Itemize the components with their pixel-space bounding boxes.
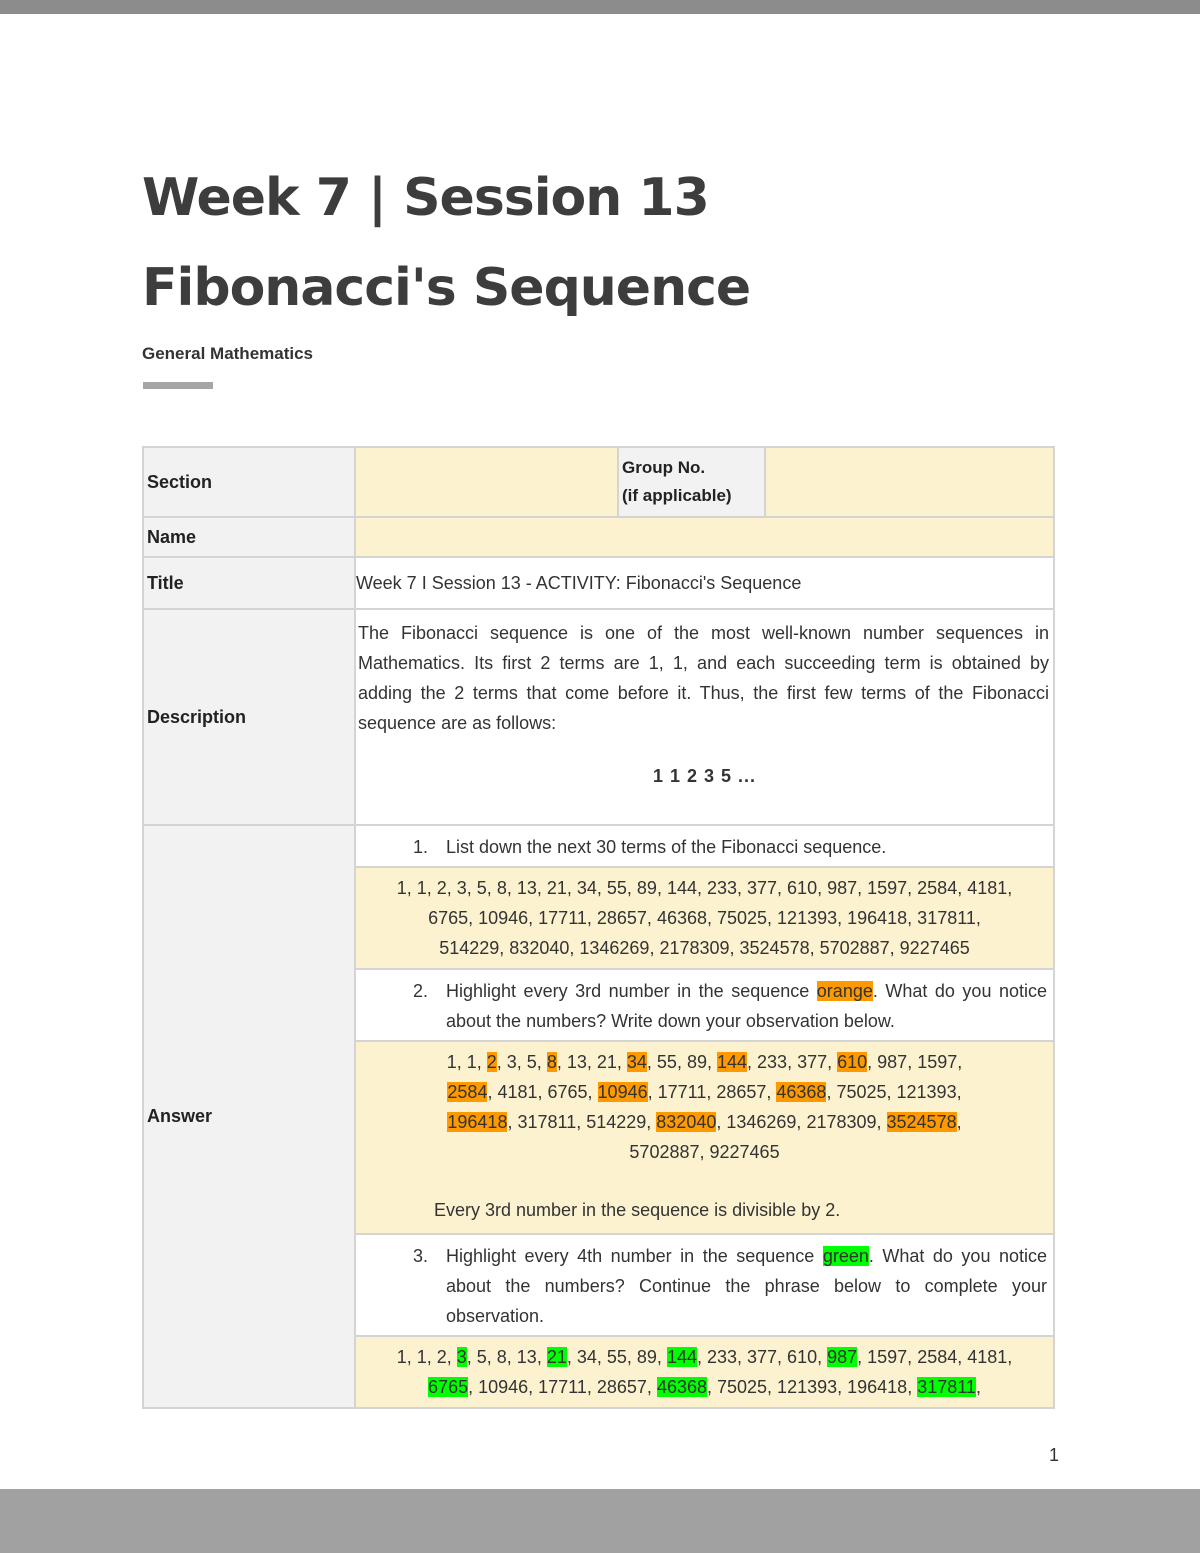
answer-1-line: 514229, 832040, 1346269, 2178309, 3524578, 5702887, 9227465 [439,938,970,958]
sequence-text: , 17711, 28657, [647,1082,777,1102]
sequence-text: , 75025, 121393, [826,1082,962,1102]
answer-label: Answer [143,825,355,1408]
sequence-text: , [956,1112,962,1132]
bottom-bar [0,1489,1200,1553]
description-text: The Fibonacci sequence is one of the most well-known number sequences in Mathematics. Its first 2 terms are 1, 1, and each succeeding term is obtained by adding the 2 terms that come before it. Thus, the first few terms of the Fibonacci sequence are as follows: [358,623,1049,733]
title-value: Week 7 I Session 13 - ACTIVITY: Fibonacci's Sequence [355,557,1054,609]
green-highlighted-term: 3 [456,1347,467,1367]
sequence-line [362,1342,1047,1372]
answer-2-observation: Every 3rd number in the sequence is divisible by 2. [434,1200,841,1220]
question-3-text-before: Highlight every 4th number in the sequence [446,1246,823,1266]
group-field[interactable] [765,447,1054,517]
sequence-text: 1, 1, 2, [396,1347,457,1367]
orange-highlighted-term: 3524578 [886,1112,957,1132]
answer-3[interactable] [356,1337,1053,1407]
green-highlighted-term: 21 [546,1347,567,1367]
sequence-text: , 1597, 2584, 4181, [857,1347,1013,1367]
question-3-number: 3. [412,1246,428,1266]
question-3-text-after: . What do you notice about the numbers? Continue the phrase below to complete your observation. [446,1246,1048,1326]
green-highlighted-term: 46368 [656,1377,707,1397]
group-label [618,447,765,517]
page-title-week: Week 7 | Session 13 [142,168,709,228]
question-2-number: 2. [412,981,428,1001]
group-label-line2: (if applicable) [622,486,732,505]
answer-2-sequence [362,1047,1047,1167]
green-highlighted-term: 317811 [917,1377,976,1397]
answer-cell [355,825,1054,1408]
question-2 [356,970,1053,1040]
green-highlighted-term: 987 [827,1347,858,1367]
page-number: 1 [1049,1445,1060,1465]
question-1-number: 1. [412,837,428,857]
orange-highlighted-term: 34 [626,1052,647,1072]
green-highlight-word: green [822,1246,869,1266]
answer-1[interactable] [356,868,1053,968]
name-label: Name [143,517,355,557]
sequence-text: , 55, 89, [646,1052,717,1072]
orange-highlighted-term: 2584 [447,1082,488,1102]
sequence-text: , 10946, 17711, 28657, [468,1377,657,1397]
question-1 [356,826,1053,866]
question-1-text: List down the next 30 terms of the Fibonacci sequence. [446,837,887,857]
section-field[interactable] [355,447,618,517]
question-2-text-before: Highlight every 3rd number in the sequence [446,981,817,1001]
orange-highlighted-term: 144 [716,1052,748,1072]
sequence-text: , [975,1377,981,1397]
orange-highlighted-term: 46368 [776,1082,827,1102]
question-2-text [446,976,1047,1036]
activity-table [142,446,1055,1409]
orange-highlighted-term: 10946 [597,1082,648,1102]
sequence-text: , 987, 1597, [867,1052,963,1072]
orange-highlight-word: orange [816,981,873,1001]
sequence-text: , 233, 377, 610, [696,1347,828,1367]
question-3 [356,1235,1053,1335]
orange-highlighted-term: 196418 [447,1112,508,1132]
section-label: Section [143,447,355,517]
sequence-text: 1, 1, [446,1052,487,1072]
green-highlighted-term: 6765 [428,1377,469,1397]
description-sequence: 1 1 2 3 5 ... [652,766,757,786]
question-2-text-after: . What do you notice about the numbers? Write down your observation below. [446,981,1047,1031]
question-3-text [446,1241,1047,1331]
sequence-line [362,1372,1047,1402]
sequence-text: , 5, 8, 13, [466,1347,547,1367]
sequence-text: , 75025, 121393, 196418, [707,1377,918,1397]
sequence-line [362,1077,1047,1107]
orange-highlighted-term: 610 [837,1052,868,1072]
answer-1-line: 6765, 10946, 17711, 28657, 46368, 75025, 121393, 196418, 317811, [428,908,981,928]
sequence-text: , 3, 5, [496,1052,547,1072]
sequence-text: 5702887, 9227465 [629,1142,780,1162]
sequence-line [362,1107,1047,1137]
answer-2[interactable] [356,1042,1053,1233]
orange-highlighted-term: 2 [486,1052,497,1072]
description-cell [355,609,1054,825]
sequence-line [362,1047,1047,1077]
page-title-topic: Fibonacci's Sequence [142,258,751,318]
sequence-text: , 1346269, 2178309, [716,1112,887,1132]
group-label-line1: Group No. [622,458,706,477]
name-field[interactable] [355,517,1054,557]
top-bar [0,0,1200,14]
description-label: Description [143,609,355,825]
sequence-text: , 233, 377, [747,1052,838,1072]
answer-table [356,826,1053,1407]
answer-1-line: 1, 1, 2, 3, 5, 8, 13, 21, 34, 55, 89, 144, 233, 377, 610, 987, 1597, 2584, 4181, [396,878,1013,898]
sequence-text: , 34, 55, 89, [566,1347,667,1367]
title-label: Title [143,557,355,609]
answer-3-sequence [362,1342,1047,1402]
sequence-text: , 4181, 6765, [487,1082,598,1102]
orange-highlighted-term: 832040 [656,1112,717,1132]
green-highlighted-term: 144 [666,1347,697,1367]
subject-label: General Mathematics [142,344,314,363]
sequence-text: , 317811, 514229, [507,1112,657,1132]
sequence-text: , 13, 21, [556,1052,627,1072]
accent-divider [143,382,213,389]
orange-highlighted-term: 8 [546,1052,557,1072]
sequence-line [362,1137,1047,1167]
